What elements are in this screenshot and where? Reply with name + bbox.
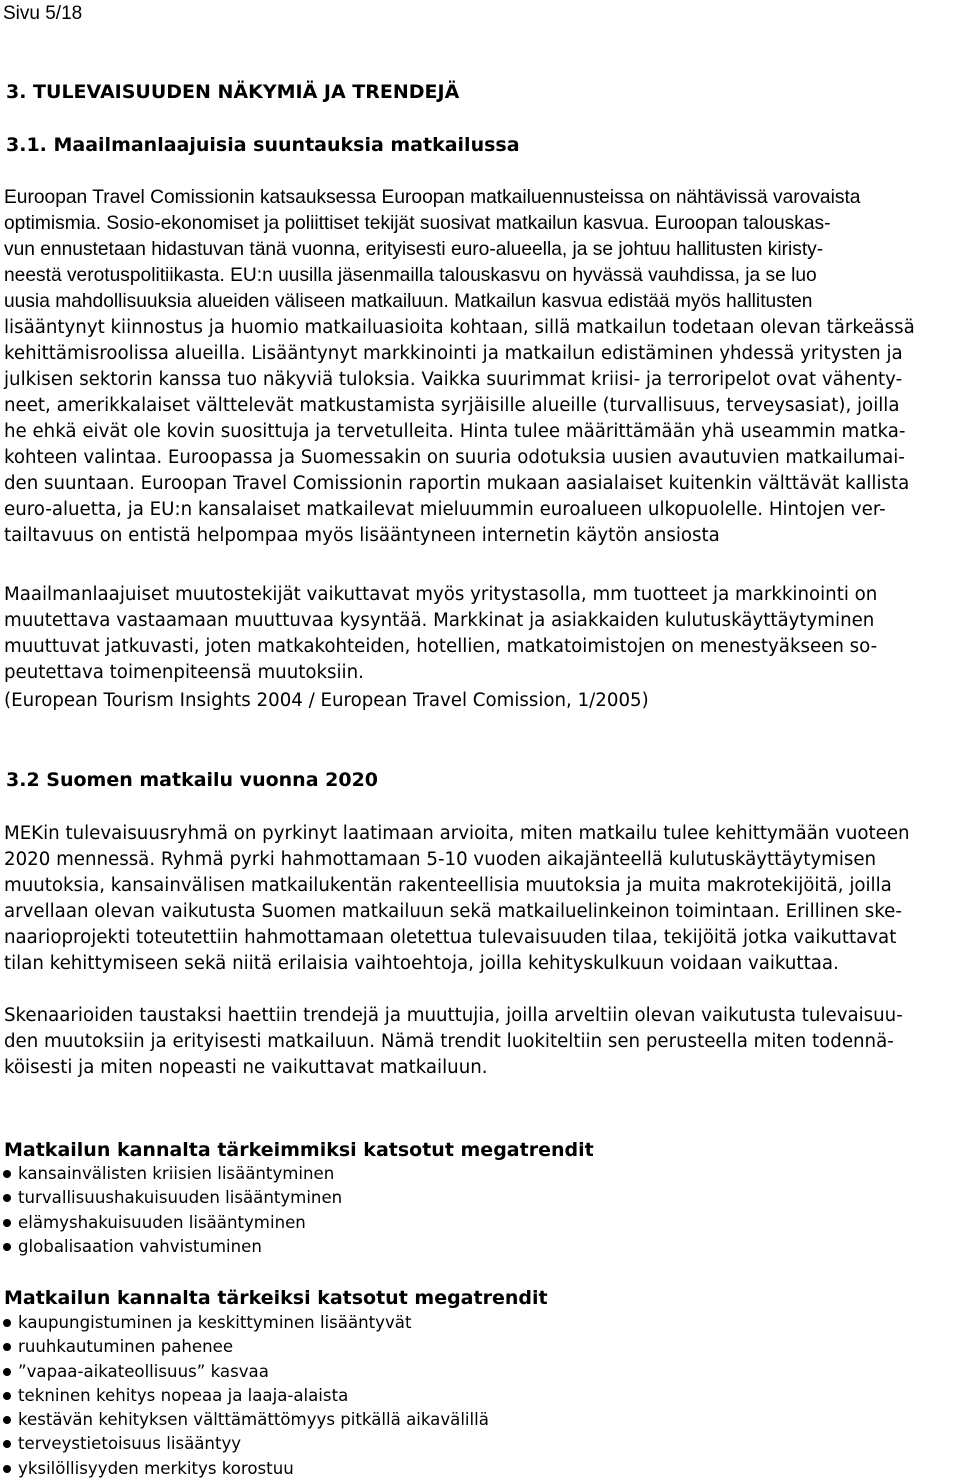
bullet-icon <box>3 1416 11 1424</box>
text-line: muutettava vastaamaan muuttuvaa kysyntää. Markkinat ja asiakkaiden kulutuskäyttäytyminen <box>4 610 875 631</box>
text-line: optimismia. Sosio-ekonomiset ja poliittiset tekijät suosivat matkailun kasvua. Euroopan talouskas- <box>4 213 831 234</box>
text-line: muutoksia, kansainvälisen matkailukentän rakenteellisia muutoksia ja muita makrotekijöitä, joilla <box>4 875 892 896</box>
text-line: MEKin tulevaisuusryhmä on pyrkinyt laatimaan arvioita, miten matkailu tulee kehittymään vuoteen <box>4 823 910 844</box>
list-item <box>0 1360 489 1384</box>
text-line: tilan kehittymiseen sekä niitä erilaisia vaihtoehtoja, joilla kehityskulkuun voidaan vaikuttaa. <box>4 953 839 974</box>
text-line: tailtavuus on entistä helpompaa myös lisääntyneen internetin käytön ansiosta <box>4 525 720 546</box>
list-item-text: globalisaation vahvistuminen <box>18 1236 262 1256</box>
text-line: neestä verotuspolitiikasta. EU:n uusilla jäsenmailla talouskasvu on hyvässä vauhdissa, ja se luo <box>4 265 817 286</box>
list-item-text: turvallisuushakuisuuden lisääntyminen <box>18 1188 343 1208</box>
paragraph-scenario-background <box>4 1003 952 1081</box>
paragraph-trends-europe <box>4 185 952 549</box>
list-item <box>0 1162 342 1186</box>
page-number-label: Sivu 5/18 <box>3 3 83 24</box>
text-line: muuttuvat jatkuvasti, joten matkakohteiden, hotellien, matkatoimistojen on menestyäkseen so- <box>4 636 878 657</box>
paragraph-mek-future-group <box>4 821 952 977</box>
text-line: Skenaarioiden taustaksi haettiin trendejä ja muuttujia, joilla arveltiin olevan vaikutusta tulevaisuu- <box>4 1005 903 1026</box>
paragraph-company-level <box>4 582 952 686</box>
text-line: Euroopan Travel Comissionin katsauksessa Euroopan matkailuennusteissa on nähtävissä varovaista <box>4 187 861 208</box>
bullet-icon <box>3 1170 11 1178</box>
text-line: den suuntaan. Euroopan Travel Comissionin raportin mukaan aasialaiset kuitenkin välttävät kallista <box>4 473 910 494</box>
bullet-icon <box>3 1465 11 1473</box>
list-item-text: yksilöllisyyden merkitys korostuu <box>18 1458 294 1478</box>
text-line: köisesti ja miten nopeasti ne vaikuttavat matkailuun. <box>4 1057 488 1078</box>
bullet-icon <box>3 1243 11 1251</box>
bullet-icon <box>3 1219 11 1227</box>
text-line: lisääntynyt kiinnostus ja huomio matkailuasioita kohtaan, sillä matkailun todetaan olevan tärkeässä <box>4 317 915 338</box>
megatrends-most-important-list <box>0 1162 342 1259</box>
text-line: peutettava toimenpiteensä muutoksiin. <box>4 662 364 683</box>
bullet-icon <box>3 1319 11 1327</box>
list-item <box>0 1432 489 1456</box>
text-line: kohteen valintaa. Euroopassa ja Suomessakin on suuria odotuksia uusien avautuvien matkailumai- <box>4 447 905 468</box>
text-line: Maailmanlaajuiset muutostekijät vaikuttavat myös yritystasolla, mm tuotteet ja markkinointi on <box>4 584 878 605</box>
text-line: vun ennustetaan hidastuvan tänä vuonna, erityisesti euro-alueella, ja se johtuu hallitusten kiristy- <box>4 239 824 260</box>
list-item <box>0 1335 489 1359</box>
bullet-icon <box>3 1392 11 1400</box>
text-line: arvellaan olevan vaikutusta Suomen matkailuun sekä matkailuelinkeinon toimintaan. Erillinen ske- <box>4 901 902 922</box>
list-item <box>0 1186 342 1210</box>
text-line: julkisen sektorin kanssa tuo näkyviä tuloksia. Vaikka suurimmat kriisi- ja terroripelot ovat vähenty- <box>4 369 903 390</box>
list-item <box>0 1408 489 1432</box>
bullet-icon <box>3 1368 11 1376</box>
list-item <box>0 1384 489 1408</box>
bullet-icon <box>3 1440 11 1448</box>
list-item-text: kansainvälisten kriisien lisääntyminen <box>18 1164 335 1183</box>
list-item-text: kaupungistuminen ja keskittyminen lisääntyvät <box>18 1313 412 1332</box>
chapter-heading: 3. TULEVAISUUDEN NÄKYMIÄ JA TRENDEJÄ <box>6 81 460 103</box>
text-line: 2020 mennessä. Ryhmä pyrki hahmottamaan 5-10 vuoden aikajänteellä kulutuskäyttäytymisen <box>4 849 877 870</box>
text-line: euro-aluetta, ja EU:n kansalaiset matkailevat mieluummin euroalueen ulkopuolelle. Hintojen ver- <box>4 499 886 520</box>
list-item-text: tekninen kehitys nopeaa ja laaja-alaista <box>18 1385 349 1405</box>
megatrends-important-list <box>0 1311 489 1481</box>
bullet-icon <box>3 1194 11 1202</box>
bullet-icon <box>3 1343 11 1351</box>
text-line: den muutoksiin ja erityisesti matkailuun. Nämä trendit luokiteltiin sen perusteella miten todennä- <box>4 1031 894 1052</box>
list-item <box>0 1235 342 1259</box>
text-line: he ehkä eivät ole kovin suosittuja ja tervetulleita. Hinta tulee määrittämään yhä useammin matka- <box>4 421 906 442</box>
list-item <box>0 1211 342 1235</box>
list-item-text: ruuhkautuminen pahenee <box>18 1337 234 1357</box>
section-heading-3-1: 3.1. Maailmanlaajuisia suuntauksia matkailussa <box>6 134 520 156</box>
megatrends-important-heading: Matkailun kannalta tärkeiksi katsotut megatrendit <box>4 1287 548 1309</box>
list-item-text: ”vapaa-aikateollisuus” kasvaa <box>18 1361 269 1381</box>
list-item <box>0 1311 489 1335</box>
text-line: naarioprojekti toteutettiin hahmottamaan oletettua tulevaisuuden tilaa, tekijöitä jotka vaikuttavat <box>4 927 897 948</box>
text-line: neet, amerikkalaiset välttelevät matkustamista syrjäisille alueille (turvallisuus, terveysasiat), joilla <box>4 395 900 416</box>
text-line: uusia mahdollisuuksia alueiden väliseen matkailuun. Matkailun kasvua edistää myös hallitusten <box>4 291 813 312</box>
list-item-text: elämyshakuisuuden lisääntyminen <box>18 1212 306 1232</box>
section-heading-3-2: 3.2 Suomen matkailu vuonna 2020 <box>6 769 379 791</box>
megatrends-most-important-heading: Matkailun kannalta tärkeimmiksi katsotut megatrendit <box>4 1139 594 1161</box>
list-item-text: terveystietoisuus lisääntyy <box>18 1434 242 1454</box>
list-item <box>0 1457 489 1481</box>
text-line: kehittämisroolissa alueilla. Lisääntynyt markkinointi ja matkailun edistäminen yhdessä yritysten ja <box>4 343 903 364</box>
list-item-text: kestävän kehityksen välttämättömyys pitkällä aikavälillä <box>18 1410 489 1430</box>
source-citation: (European Tourism Insights 2004 / European Travel Comission, 1/2005) <box>4 690 649 711</box>
